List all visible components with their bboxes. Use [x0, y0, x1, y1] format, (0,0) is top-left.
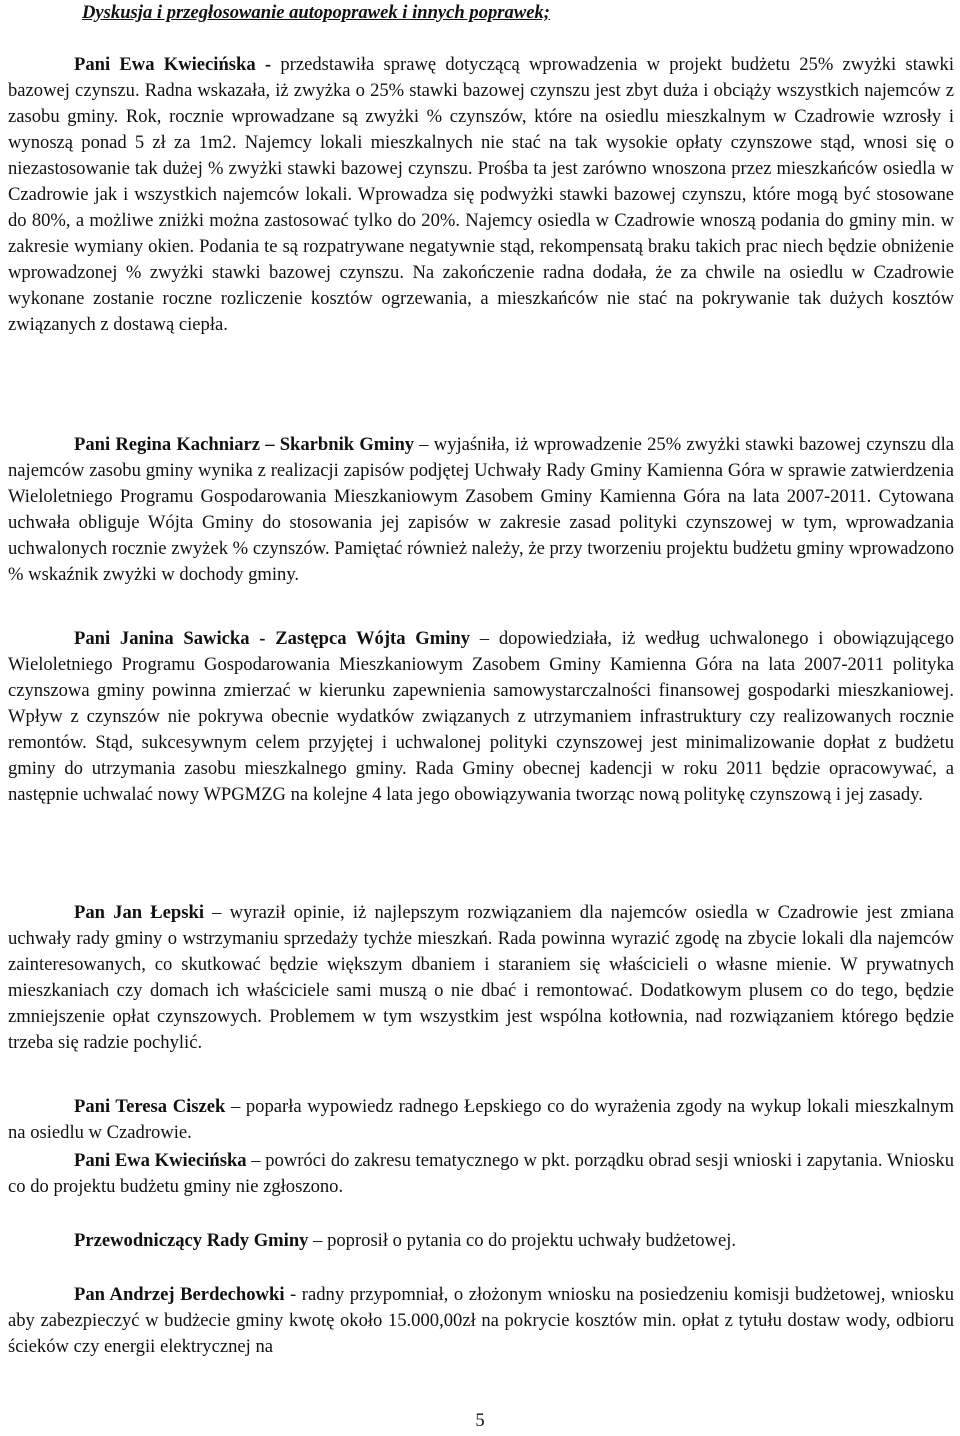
paragraph-text: przedstawiła sprawę dotyczącą wprowadzenia w projekt budżetu 25% zwyżki stawki bazowej czynszu. Radna wskazała, iż zwyżka o 25% stawki bazowej czynszu jest zbyt duża i obciąży wszystkich najemców z zasobu gminy. Rok, rocznie wprowadzane są zwyżki % czynszów, które na osiedlu mieszkalnym w Czadrowie wzrosły i wynoszą ponad 5 zł za 1m2. Najemcy lokali mieszkalnych nie stać na tak wysokie opłaty czynszowe stąd, wnosi się o niezastosowanie tak dużej % zwyżki stawki bazowej czynszu. Prośba ta jest zarówno wnoszona przez mieszkańców osiedla w Czadrowie jak i wszystkich najemców lokali. Wprowadza się podwyżki stawki bazowej czynszu, które mogą być stosowane do 80%, a możliwe zniżki można zastosować tylko do 20%. Najemcy osiedla w Czadrowie wnoszą podania do gminy min. w zakresie wymiany okien. Podania te są rozpatrywane negatywnie stąd, rekompensatą braku takich prac niech będzie obniżenie wprowadzonej % zwyżki stawki bazowej czynszu. Na zakończenie radna dodała, że za chwile na osiedlu w Czadrowie wykonane zostanie roczne rozliczenie kosztów ogrzewania, a mieszkańców nie stać na pokrywanie tak dużych kosztów związanych z dostawą ciepła.	[8, 54, 954, 335]
speaker-name: Przewodniczący Rady Gminy	[74, 1230, 309, 1251]
page-number: 5	[475, 1410, 485, 1431]
paragraph-ciszek	[8, 1094, 954, 1146]
speaker-name: Pani Janina Sawicka - Zastępca Wójta Gminy	[74, 628, 471, 649]
paragraph-kachniarz	[8, 432, 954, 588]
paragraph-text: – wyraził opinie, iż najlepszym rozwiązaniem dla najemców osiedla w Czadrowie jest zmiana uchwały rady gminy o wstrzymaniu sprzedaży tychże mieszkań. Rada powinna wyrazić zgodę na zbycie lokali dla najemców zainteresowanych, co skutkować będzie większym dbaniem i staraniem się właścicieli o własne mienie. W prywatnych mieszkaniach czy domach ich właściciele sami muszą o nie dbać i remontować. Dodatkowym plusem co do tego, będzie zmniejszenie opłat czynszowych. Problemem w tym wszystkim jest wspólna kotłownia, nad rozwiązaniem którego będzie trzeba się radzie pochylić.	[8, 902, 954, 1053]
paragraph-sawicka	[8, 626, 954, 808]
speaker-name: Pani Teresa Ciszek	[74, 1096, 226, 1117]
speaker-name: Pani Ewa Kwiecińska -	[74, 54, 272, 75]
section-heading: Dyskusja i przegłosowanie autopoprawek i innych poprawek;	[82, 2, 550, 23]
paragraph-lepski	[8, 900, 954, 1056]
paragraph-text: – wyjaśniła, iż wprowadzenie 25% zwyżki stawki bazowej czynszu dla najemców zasobu gminy wynika z realizacji zapisów podjętej Uchwały Rady Gminy Kamienna Góra w sprawie zatwierdzenia Wieloletniego Programu Gospodarowania Mieszkaniowym Zasobem Gminy Kamienna Góra na lata 2007-2011. Cytowana uchwała obliguje Wójta Gminy do stosowania jej zapisów w zakresie zasad polityki czynszowej w tym, wprowadzania uchwalonych rocznie zwyżek % czynszów. Pamiętać również należy, że przy tworzeniu projektu budżetu gminy wprowadzono % wskaźnik zwyżki w dochody gminy.	[8, 434, 955, 585]
paragraph-text: – powróci do zakresu tematycznego w pkt. porządku obrad sesji wnioski i zapytania. Wniosku co do projektu budżetu gminy nie zgłoszono.	[8, 1150, 954, 1197]
speaker-name: Pan Jan Łepski	[74, 902, 205, 923]
speaker-name: Pani Ewa Kwiecińska	[74, 1150, 247, 1171]
speaker-name: Pani Regina Kachniarz – Skarbnik Gminy	[74, 434, 415, 455]
paragraph-przewodniczacy	[8, 1228, 954, 1254]
paragraph-text: – poparła wypowiedz radnego Łepskiego co do wyrażenia zgody na wykup lokali mieszkalnym na osiedlu w Czadrowie.	[8, 1096, 954, 1143]
paragraph-text: – dopowiedziała, iż według uchwalonego i obowiązującego Wieloletniego Programu Gospodarowania Mieszkaniowym Zasobem Gminy Kamienna Góra na lata 2007-2011 polityka czynszowa gminy powinna zmierzać w kierunku zapewnienia samowystarczalności finansowej gospodarki mieszkaniowej. Wpływ z czynszów nie pokrywa obecnie wydatków związanych z utrzymaniem infrastruktury czy realizowanych rocznie remontów. Stąd, sukcesywnym celem przyjętej i uchwalonej polityki czynszowej jest minimalizowanie dopłat z budżetu gminy do utrzymania zasobu mieszkalnego gminy. Rada Gminy obecnej kadencji w roku 2011 będzie opracowywać, a następnie uchwalać nowy WPGMZG na kolejne 4 lata jego obowiązywania tworząc nową politykę czynszową i jej zasady.	[8, 628, 954, 805]
paragraph-kwiecinska-2	[8, 1148, 954, 1200]
paragraph-kwiecinska-1	[8, 52, 954, 338]
speaker-name: Pan Andrzej Berdechowki	[74, 1284, 285, 1305]
paragraph-text: – poprosił o pytania co do projektu uchwały budżetowej.	[308, 1230, 737, 1251]
paragraph-text: - radny przypomniał, o złożonym wniosku na posiedzeniu komisji budżetowej, wniosku aby zabezpieczyć w budżecie gminy kwotę około 15.000,00zł na pokrycie kosztów min. opłat z tytułu dostaw wody, odbioru ścieków czy energii elektrycznej na	[8, 1284, 954, 1357]
paragraph-berdechowki	[8, 1282, 954, 1360]
